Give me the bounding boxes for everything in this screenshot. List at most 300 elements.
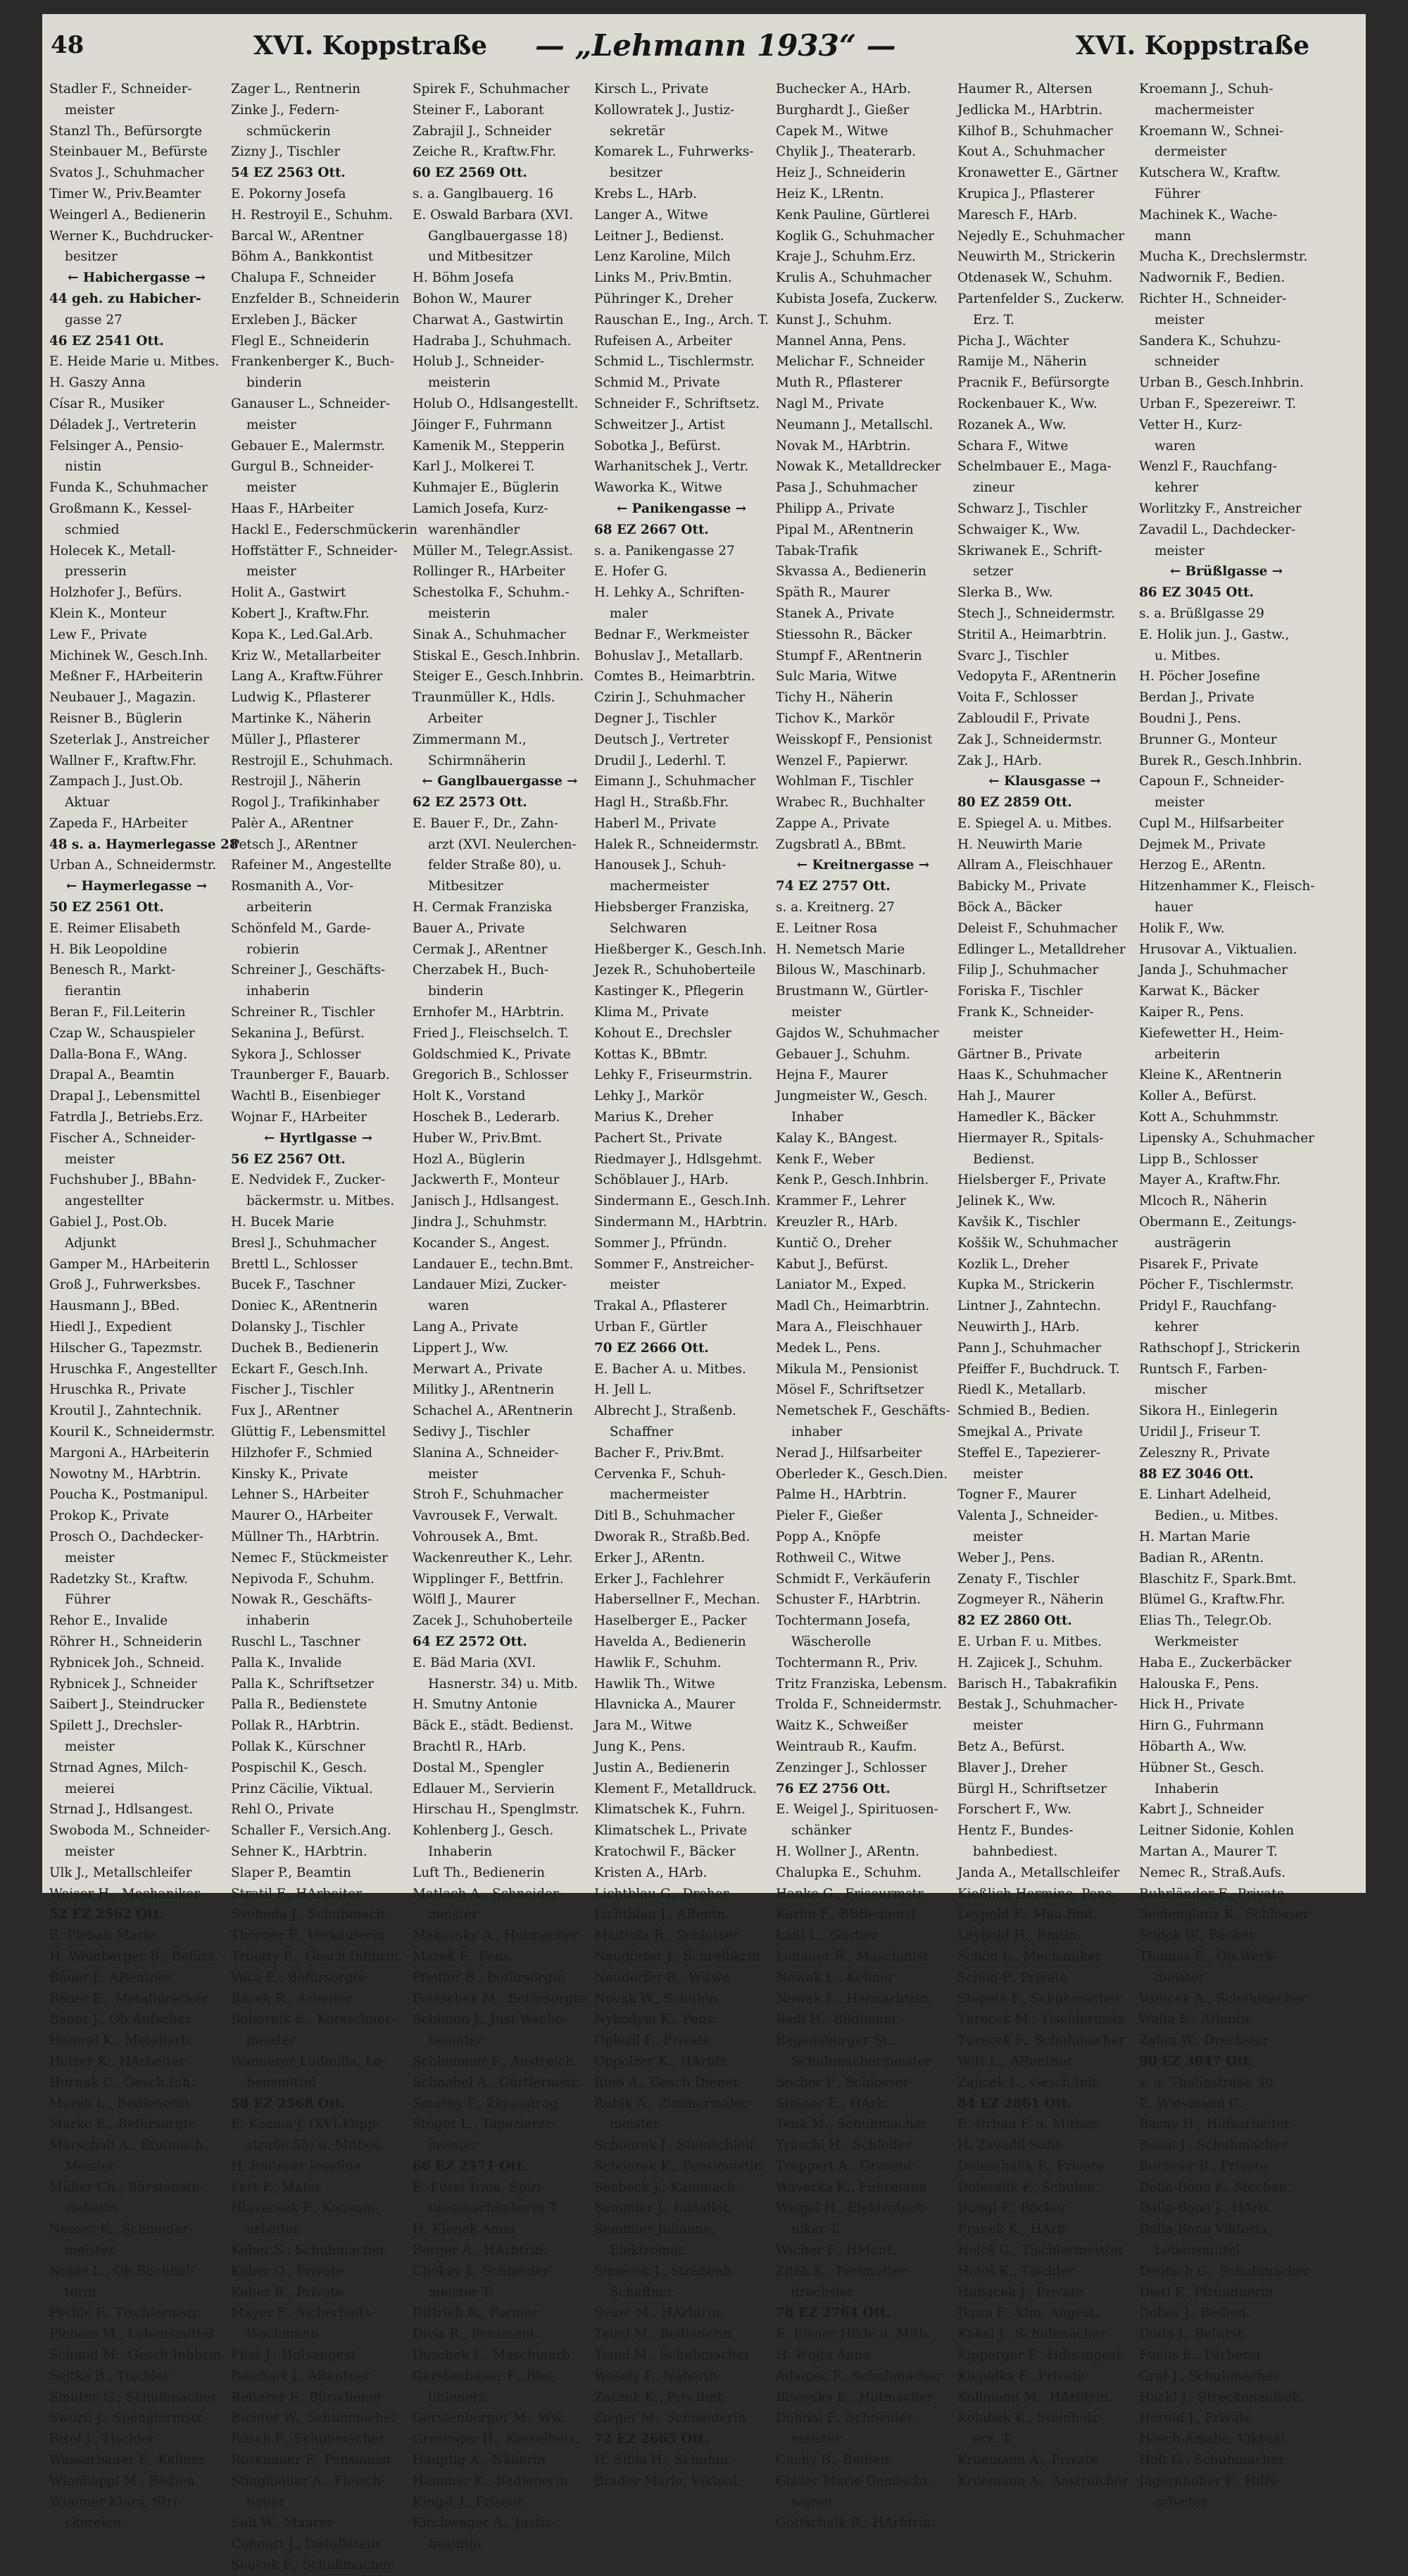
resident-entry: Kipperger F., Hdlsangest. [957, 2348, 1126, 2363]
resident-entry: Schara F., Witwe [957, 438, 1069, 454]
street-title-left: XVI. Koppstraße [253, 31, 488, 61]
resident-entry: Neuwirth M., Strickerin [957, 249, 1116, 265]
resident-entry: H. Weinberger B., Befürs. [49, 1949, 219, 1964]
resident-entry: Holub O., Hdlsangestellt. [413, 396, 579, 411]
resident-entry: Leypold H., Bmtin. [957, 1928, 1081, 1944]
resident-entry: Wackenreuther K., Lehr. [413, 1550, 573, 1565]
resident-entry: Fried J., Fleischselch. T. [413, 1025, 569, 1041]
resident-entry: Schmidt F., Verkäuferin [776, 1571, 931, 1587]
resident-entry: Hackl J., Streckenaufseh. [1139, 2389, 1305, 2405]
entry-continuation: zineur [973, 480, 1014, 496]
resident-entry: Haas K., Schuhmacher [957, 1068, 1108, 1083]
resident-entry: Hießberger K., Gesch.Inh. [594, 942, 767, 957]
resident-entry: Rafeiner M., Angestellte [231, 858, 392, 873]
resident-entry: Sulc Maria, Witwe [776, 669, 898, 684]
resident-entry: Laniator M., Exped. [776, 1277, 907, 1293]
resident-entry: Hirschau H., Spenglmstr. [413, 1802, 579, 1818]
column-1 [49, 79, 239, 2531]
resident-entry: Schneider F., Schriftsetz. [594, 396, 760, 411]
resident-entry: H. Jell L. [594, 1382, 652, 1398]
resident-entry: Kopa K., Led.Gal.Arb. [231, 627, 373, 642]
resident-entry: Reiterer F., Bürodiener [231, 2389, 383, 2405]
resident-entry: Mannel Anna, Pens. [776, 333, 907, 349]
resident-entry: Berdan J., Private [1139, 690, 1255, 706]
resident-entry: Rehl O., Private [231, 1802, 334, 1818]
resident-entry: Kießlich Hermine, Pens. [957, 1886, 1117, 1901]
resident-entry: Burek R., Gesch.Inhbrin. [1139, 753, 1302, 768]
resident-entry: Koller A., Befürst. [1139, 1089, 1257, 1104]
resident-entry: Lichtblau J., ARentn. [594, 1907, 730, 1922]
resident-entry: Erker J., ARentn. [594, 1550, 705, 1565]
resident-entry: Troppert A., Graveur [776, 2158, 914, 2174]
resident-entry: E. Wiesmann G. [1139, 2096, 1243, 2111]
resident-entry: Slerka B., Ww. [957, 585, 1053, 601]
resident-entry: Chokay J., Schneider- [413, 2263, 553, 2279]
resident-entry: Capoun F., Schneider- [1139, 774, 1284, 789]
resident-entry: Kott A., Schuhmmstr. [1139, 1110, 1279, 1125]
resident-entry: Skvassa A., Bedienerin [776, 564, 926, 580]
house-number-entry: 82 EZ 2860 Ott. [957, 1613, 1072, 1629]
house-number-entry: 54 EZ 2563 Ott. [231, 165, 346, 181]
resident-entry: Schuster F., HArbtrin. [776, 1592, 922, 1608]
resident-entry: Oberleder K., Gesch.Dien. [776, 1466, 948, 1482]
resident-entry: Hilscher G., Tapezmstr. [49, 1340, 203, 1356]
resident-entry: Dalla-Bona F., WAng. [49, 1046, 188, 1062]
resident-entry: Landauer Mizi, Zucker- [413, 1277, 567, 1293]
resident-entry: Duschek F., Maschinarb. [413, 2348, 574, 2363]
resident-entry: Zenaty F., Tischler [957, 1571, 1079, 1587]
house-number-entry: 50 EZ 2561 Ott. [49, 900, 164, 915]
resident-entry: Martan A., Maurer T. [1139, 1844, 1278, 1859]
resident-entry: Fuchs E., Färberei [1139, 2348, 1261, 2363]
resident-entry: Triletty E., Gesch.Inhbrin. [231, 1949, 403, 1964]
entry-continuation: binderin [246, 375, 302, 391]
entry-continuation: tuosenschänkerin T. [428, 2201, 560, 2216]
resident-entry: Hiedl J., Expedient [49, 1320, 172, 1335]
resident-entry: Slanina A., Schneider- [413, 1445, 559, 1461]
resident-entry: Haba E., Zuckerbäcker [1139, 1655, 1292, 1670]
resident-entry: Karwat K., Bäcker [1139, 984, 1259, 999]
resident-entry: Stanek A., Private [776, 606, 895, 621]
resident-entry: H. Nemetsch Marie [776, 942, 905, 957]
resident-entry: Jkran F., kfm. Angest. [957, 2306, 1099, 2321]
resident-entry: Nowak K., Metalldrecker [776, 459, 941, 475]
resident-entry: Funda K., Schuhmacher [49, 480, 208, 496]
resident-entry: Kavšik K., Tischler [957, 1215, 1080, 1230]
entry-continuation: meister [65, 1844, 115, 1859]
resident-entry: Bisovsky E., Hutmacher [776, 2389, 934, 2405]
resident-entry: Doniec K., ARentnerin [231, 1299, 378, 1314]
resident-entry: Marko E., Befürsorgte [49, 2117, 196, 2132]
resident-entry: H. Zavadil Sofie [957, 2138, 1063, 2153]
resident-entry: Pfeiffer B., Befürsorgte [413, 1970, 565, 1985]
resident-entry: Schmid M., Private [594, 375, 720, 391]
resident-entry: Hlavacsek F., Konsum- [231, 2201, 379, 2216]
entry-continuation: meister [65, 102, 115, 118]
resident-entry: Kubista Josefa, Zuckerw. [776, 291, 938, 306]
resident-entry: Lonauer R., Maschinist [776, 1949, 929, 1964]
resident-entry: Gregorich B., Schlosser [413, 1068, 569, 1083]
resident-entry: Svarc J., Tischler [957, 648, 1069, 663]
resident-entry: Jungmeister W., Gesch. [776, 1089, 928, 1104]
resident-entry: Bacher F., Priv.Bmt. [594, 1445, 724, 1461]
resident-entry: Sikora H., Einlegerin [1139, 1403, 1278, 1419]
resident-entry: Nowak L., Heimarbtrin. [776, 1991, 933, 2006]
resident-entry: E. Heide Marie u. Mitbes. [49, 354, 220, 370]
resident-entry: Wallner F., Kraftw.Fhr. [49, 753, 197, 768]
resident-entry: Langer A., Witwe [594, 207, 708, 223]
resident-entry: Pospischil K., Gesch. [231, 1760, 367, 1775]
resident-entry: E. Fürst Irma, Spiri- [413, 2180, 546, 2195]
resident-entry: Turecek F., Schuhmacher [957, 2033, 1126, 2049]
column-4 [594, 79, 771, 2489]
resident-entry: Benesch R., Markt- [49, 963, 176, 978]
resident-entry: Svatos J., Schuhmacher [49, 165, 204, 181]
resident-entry: Margoni A., HArbeiterin [49, 1445, 210, 1461]
resident-entry: Müller J., Pflasterer [231, 732, 360, 747]
resident-entry: Forschert F., Ww. [957, 1802, 1071, 1818]
resident-entry: Szeterlak J., Anstreicher [49, 732, 209, 747]
entry-continuation: Inhaberin [428, 1844, 493, 1859]
resident-entry: Sinak A., Schuhmacher [413, 627, 566, 642]
resident-entry: Nejedly E., Schuhmacher [957, 228, 1125, 244]
resident-entry: Ganauser L., Schneider- [231, 396, 391, 411]
entry-continuation: Mitbesitzer [428, 879, 503, 894]
resident-entry: Schwarz J., Tischler [957, 501, 1088, 516]
column-3 [413, 79, 587, 2552]
page-header [42, 14, 1366, 70]
resident-entry: E. Bauer F., Dr., Zahn- [413, 815, 559, 831]
resident-entry: E. Bacher A. u. Mitbes. [594, 1361, 746, 1377]
resident-entry: Bestak J., Schuhmacher- [957, 1697, 1118, 1713]
resident-entry: Wachtl B., Eisenbieger [231, 1089, 381, 1104]
resident-entry: Tabak-Trafik [776, 543, 858, 558]
entry-continuation: Inhaber [791, 1110, 843, 1125]
resident-entry: Teiml M., Schuhmacher [594, 2348, 750, 2363]
resident-entry: Svoboda J., Schuhmach. [231, 1907, 389, 1922]
resident-entry: Kroemann W., Schnei- [1139, 123, 1284, 139]
resident-entry: Dohnal F., Schneider- [776, 2411, 917, 2426]
entry-continuation: Ganglbauergasse 18) [428, 228, 568, 244]
entry-continuation: inhaberin [246, 1613, 310, 1629]
resident-entry: Zampach J., Just.Ob. [49, 774, 183, 789]
resident-entry: Gajdos W., Schuhmacher [776, 1025, 939, 1041]
entry-continuation: setzer [973, 564, 1014, 580]
resident-entry: Oplezil F., Private [594, 2033, 711, 2049]
resident-entry: Stratil F., HArbeiter [231, 1886, 362, 1901]
resident-entry: Chalupka E., Schuhm. [776, 1865, 922, 1880]
resident-entry: Hamral K., Metallarb. [49, 2033, 194, 2049]
resident-entry: Stinglbauer A., Fleisch- [231, 2473, 386, 2489]
resident-entry: Pöcher F., Tischlermstr. [1139, 1277, 1294, 1293]
resident-entry: Janda A., Metallschleifer [957, 1865, 1120, 1880]
resident-entry: Teiml M., Bedienerin [594, 2327, 732, 2342]
resident-entry: Schönfeld M., Garde- [231, 920, 371, 936]
entry-continuation: schänker [791, 1823, 852, 1839]
resident-entry: Hentz F., Bundes- [957, 1823, 1074, 1839]
resident-entry: Badian R., ARentn. [1139, 1550, 1264, 1565]
resident-entry: Pann J., Schuhmacher [957, 1340, 1102, 1356]
resident-entry: Blaschitz F., Spark.Bmt. [1139, 1571, 1297, 1587]
entry-continuation: meister [246, 564, 296, 580]
resident-entry: Jara M., Witwe [594, 1718, 692, 1734]
resident-entry: Uridil J., Friseur T. [1139, 1425, 1261, 1439]
resident-entry: Spilett J., Drechsler- [49, 1718, 182, 1734]
resident-entry: Lehky J., Markör [594, 1089, 704, 1104]
resident-entry: Mayer F., Sicherheits- [231, 2306, 376, 2321]
resident-entry: Dworak R., Straßb.Bed. [594, 1529, 750, 1544]
resident-entry: Lew F., Private [49, 627, 147, 642]
resident-entry: Böck A., Bäcker [957, 900, 1062, 915]
resident-entry: Holzer K., HArbeiter [49, 2053, 186, 2069]
resident-entry: Pipal M., ARentnerin [776, 522, 914, 537]
resident-entry: Palme H., HArbtrin. [776, 1487, 907, 1503]
house-number-entry: 74 EZ 2757 Ott. [776, 879, 891, 894]
resident-entry: Kozlik L., Dreher [957, 1256, 1069, 1272]
resident-entry: Kroutil J., Zahntechnik. [49, 1403, 202, 1419]
resident-entry: Holt K., Vorstand [413, 1089, 526, 1104]
street-heading: ← Panikengasse → [616, 501, 747, 516]
resident-entry: Dittrich R., Former [413, 2306, 539, 2321]
resident-entry: Frankenberger K., Buch- [231, 354, 394, 370]
resident-entry: Albrecht J., Straßenb. [594, 1403, 736, 1419]
resident-entry: Soucek F., Schuhmacher [231, 2558, 393, 2573]
resident-entry: Gamper M., HArbeiterin [49, 1256, 210, 1272]
resident-entry: Kastinger K., Pflegerin [594, 984, 744, 999]
resident-entry: Suh W., Maurer [231, 2515, 334, 2531]
house-number-entry: 84 EZ 2861 Ott. [957, 2096, 1072, 2111]
resident-entry: Hadraba J., Schuhmach. [413, 333, 572, 349]
resident-entry: Janda J., Schuhmacher [1139, 963, 1288, 978]
street-title-right: XVI. Koppstraße [1075, 31, 1309, 61]
entry-continuation: und Mitbesitzer [428, 249, 533, 265]
resident-entry: Barcal W., ARentner [231, 228, 364, 244]
resident-entry: Brunner G., Monteur [1139, 732, 1277, 747]
street-heading: ← Kreitnergasse → [796, 858, 930, 873]
resident-entry: Nemec F., Stückmeister [231, 1550, 388, 1565]
resident-entry: Svarc M., HArbtrin. [594, 2306, 724, 2321]
entry-continuation: meister [428, 2138, 478, 2153]
resident-entry: Stritil A., Heimarbtrin. [957, 627, 1107, 642]
entry-continuation: mischer [1155, 1382, 1207, 1398]
resident-entry: Kakal J., Schuhmacher [957, 2327, 1106, 2342]
resident-entry: Stroh F., Schuhmacher [413, 1487, 563, 1503]
resident-entry: Dobes J., Bedien. [1139, 2306, 1250, 2321]
entry-continuation: drechsler [791, 2284, 854, 2300]
resident-entry: Bucek F., Taschner [231, 1277, 355, 1293]
house-number-entry: 90 EZ 3047 Ott. [1139, 2053, 1254, 2069]
entry-continuation: besitzer [610, 165, 662, 181]
entry-continuation: Schuhmachermeister [791, 2053, 932, 2069]
entry-continuation: waren [1155, 438, 1196, 454]
entry-continuation: Führer [1155, 186, 1200, 201]
resident-entry: Wicher F., HMont. [776, 2243, 896, 2258]
resident-entry: Bresl J., Schuhmacher [231, 1235, 377, 1251]
resident-entry: H. Sibla H., Schuhm. [594, 2453, 732, 2468]
resident-entry: Timer W., Priv.Beamter [49, 186, 201, 201]
column-5 [776, 79, 950, 2531]
resident-entry: Kronawetter E., Gärtner [957, 165, 1118, 181]
entry-continuation: arzt (XVI. Neulerchen- [428, 837, 577, 852]
entry-continuation: austrägerin [1155, 1235, 1231, 1251]
resident-entry: Klement F., Metalldruck. [594, 1781, 757, 1796]
entry-continuation: bäckermstr. u. Mitbes. [246, 1194, 395, 1209]
resident-entry: Zacek J., Schuhoberteile [413, 1613, 573, 1629]
resident-entry: Jung K., Pens. [594, 1739, 686, 1754]
resident-entry: Nagl M., Private [776, 396, 884, 411]
house-number-entry: 80 EZ 2859 Ott. [957, 795, 1072, 811]
resident-entry: Vedopyta F., ARentnerin [957, 669, 1117, 684]
resident-entry: Zeleszny R., Private [1139, 1445, 1270, 1461]
resident-entry: Gabiel J., Post.Ob. [49, 1215, 168, 1230]
entry-continuation: Aktuar [65, 795, 110, 811]
resident-entry: E. Nedvidek F., Zucker- [231, 1173, 386, 1188]
entry-continuation: Inhaberin [1155, 1781, 1219, 1796]
resident-entry: Schlemmer F., Anstreich. [413, 2053, 578, 2069]
resident-entry: Neubauer J., Magazin. [49, 690, 196, 706]
resident-entry: s. a. Ganglbauerg. 16 [413, 186, 554, 201]
resident-entry: Zabrajil J., Schneider [413, 123, 551, 139]
entry-continuation: meister [1155, 795, 1205, 811]
resident-entry: Císar R., Musiker [49, 396, 165, 411]
resident-entry: Pachert St., Private [594, 1130, 722, 1146]
resident-entry: Maurer O., HArbeiter [231, 1508, 373, 1524]
entry-continuation: fierantin [65, 984, 121, 999]
resident-entry: Kober O., Private [231, 2263, 344, 2279]
entry-continuation: mann [1155, 228, 1192, 244]
resident-entry: Fischer J., Tischler [231, 1382, 354, 1398]
resident-entry: Filip J., Schuhmacher [957, 963, 1099, 978]
resident-entry: Spirek F., Schuhmacher [413, 82, 570, 96]
resident-entry: Tenk M., Schuhmacher [776, 2117, 928, 2132]
resident-entry: E. Weigel J., Spirituosen- [776, 1802, 938, 1818]
resident-entry: E. Urban F. u. Mitbes. [957, 2117, 1102, 2132]
resident-entry: Krebs L., HArb. [594, 186, 697, 201]
resident-entry: Vetter H., Kurz- [1139, 417, 1243, 432]
entry-continuation: Schirmnäherin [428, 753, 526, 768]
resident-entry: Gerstenberger M., Ww. [413, 2411, 566, 2426]
resident-entry: Hauptig A., Näherin [413, 2453, 546, 2468]
resident-entry: Weber J., Pens. [957, 1550, 1055, 1565]
entry-continuation: meister [428, 1907, 478, 1922]
entry-continuation: arbeiterin [246, 900, 313, 915]
resident-entry: Voita F., Schlosser [957, 690, 1078, 706]
resident-entry: Hoschek B., Lederarb. [413, 1110, 560, 1125]
resident-entry: Edlinger L., Metalldreher [957, 942, 1126, 957]
resident-entry: Nowak R., Geschäfts- [231, 1592, 372, 1608]
resident-entry: Sejtka B., Tischler [49, 2368, 170, 2384]
resident-entry: Hanke G., Friseurmstr. [776, 1886, 926, 1901]
house-number-entry: 76 EZ 2756 Ott. [776, 1781, 891, 1796]
resident-entry: Rollinger R., HArbeiter [413, 564, 565, 580]
resident-entry: Kiepelka F., Private [957, 2368, 1086, 2384]
resident-entry: Kober R., Private [231, 2284, 344, 2300]
resident-entry: Nepivoda F., Schuhm. [231, 1571, 375, 1587]
resident-entry: Kout A., Schuhmacher [957, 144, 1105, 160]
resident-entry: Wannerer Ludmilla, Le- [231, 2053, 386, 2069]
resident-entry: Heiz J., Schneiderin [776, 165, 906, 181]
resident-entry: Seebeck J., Kammach. [594, 2180, 740, 2195]
resident-entry: Gerstenbauer F., Blei- [413, 2368, 556, 2384]
entry-continuation: meister T. [428, 2284, 493, 2300]
resident-entry: Bäuer E., Metalldrecker [49, 1991, 208, 2006]
resident-entry: Warhanitschek J., Vertr. [594, 459, 749, 475]
resident-entry: E. Eisner Hilde u. Mitb. [776, 2327, 931, 2342]
house-number-entry: 78 EZ 2764 Ott. [776, 2306, 891, 2321]
resident-entry: Zajicek L., Gesch.Inh. [957, 2075, 1101, 2090]
resident-entry: Ernhofer M., HArbtrin. [413, 1005, 565, 1020]
entry-continuation: inhaberin [246, 984, 310, 999]
resident-entry: Hlavnicka A., Maurer [594, 1697, 736, 1713]
resident-entry: Kreuzler R., HArb. [776, 1215, 898, 1230]
resident-entry: Kabut J., Befürst. [776, 1256, 888, 1272]
resident-entry: Jindra J., Schuhmstr. [413, 1215, 548, 1230]
entry-continuation: maler [610, 606, 648, 621]
resident-entry: Rufeisen A., Arbeiter [594, 333, 732, 349]
resident-entry: Vanicek A., Schuhmacher [1139, 1991, 1307, 2006]
resident-entry: Semmler Julianne, [594, 2222, 716, 2237]
resident-entry: Marschall A., Etuimach. [49, 2138, 208, 2153]
resident-entry: Holik F., Ww. [1139, 920, 1225, 936]
resident-entry: Schaller F., Versich.Ang. [231, 1823, 391, 1839]
resident-entry: Franek K., HArb. [957, 2222, 1070, 2237]
resident-entry: Bokal J., Schuhmacher [1139, 2138, 1288, 2153]
entry-continuation: Bedienst. [973, 1151, 1035, 1167]
resident-entry: Müller Ch., Bürstenein- [49, 2180, 204, 2195]
resident-entry: Schön P., Private [957, 1970, 1068, 1985]
resident-entry: Hitzenhammer K., Fleisch- [1139, 879, 1315, 894]
entry-continuation: binderin [428, 984, 484, 999]
resident-entry: Schestolka F., Schuhm.- [413, 585, 570, 601]
resident-entry: Huber W., Priv.Bmt. [413, 1130, 542, 1146]
resident-entry: Schwaiger K., Ww. [957, 522, 1081, 537]
resident-entry: Edlauer M., Servierin [413, 1781, 555, 1796]
resident-entry: E. Bäd Maria (XVI. [413, 1655, 536, 1670]
resident-entry: Trakal A., Pflasterer [594, 1299, 727, 1314]
resident-entry: Zugsbratl A., BBmt. [776, 837, 907, 852]
resident-entry: Comtes B., Heimarbtrin. [594, 669, 755, 684]
resident-entry: Landauer E., techn.Bmt. [413, 1256, 574, 1272]
entry-continuation: meister [791, 1005, 841, 1020]
resident-entry: Basny H., Hilfsarbeiter [1139, 2117, 1290, 2132]
resident-entry: Herold J., Private [1139, 2411, 1252, 2426]
resident-entry: Hirn G., Fuhrmann [1139, 1718, 1264, 1734]
resident-entry: Stöger L., Tapezierer- [413, 2117, 556, 2132]
resident-entry: E. Holik jun. J., Gastw., [1139, 627, 1290, 642]
resident-entry: Waitz K., Schweißer [776, 1718, 908, 1734]
resident-entry: Kolubek K., Steinholz- [957, 2411, 1103, 2426]
resident-entry: Rosmanith A., Vor- [231, 879, 354, 894]
resident-entry: Nemec R., Straß.Aufs. [1139, 1865, 1286, 1880]
resident-entry: Cherzabek H., Buch- [413, 963, 549, 978]
resident-entry: Kobert J., Kraftw.Fhr. [231, 606, 370, 621]
resident-entry: Gurgul B., Schneider- [231, 459, 374, 475]
entry-continuation: warenhändler [428, 522, 520, 537]
resident-entry: Wipplinger F., Bettfrin. [413, 1571, 564, 1587]
resident-entry: Koššik W., Schuhmacher [957, 1235, 1118, 1251]
resident-entry: Ramije M., Näherin [957, 354, 1087, 370]
resident-entry: Restrojil E., Schuhmach. [231, 753, 394, 768]
resident-entry: Nadwornik F., Bedien. [1139, 270, 1286, 286]
entry-continuation: meister [1155, 543, 1205, 558]
resident-entry: Kiefewetter H., Heim- [1139, 1025, 1284, 1041]
resident-entry: Schelmbauer E., Maga- [957, 459, 1112, 475]
entry-continuation: meister [246, 480, 296, 496]
resident-entry: Kupka M., Strickerin [957, 1277, 1095, 1293]
street-heading: ← Brüßlgasse → [1169, 564, 1283, 580]
resident-entry: Rockenbauer K., Ww. [957, 396, 1098, 411]
resident-entry: Boudni J., Pens. [1139, 711, 1241, 726]
